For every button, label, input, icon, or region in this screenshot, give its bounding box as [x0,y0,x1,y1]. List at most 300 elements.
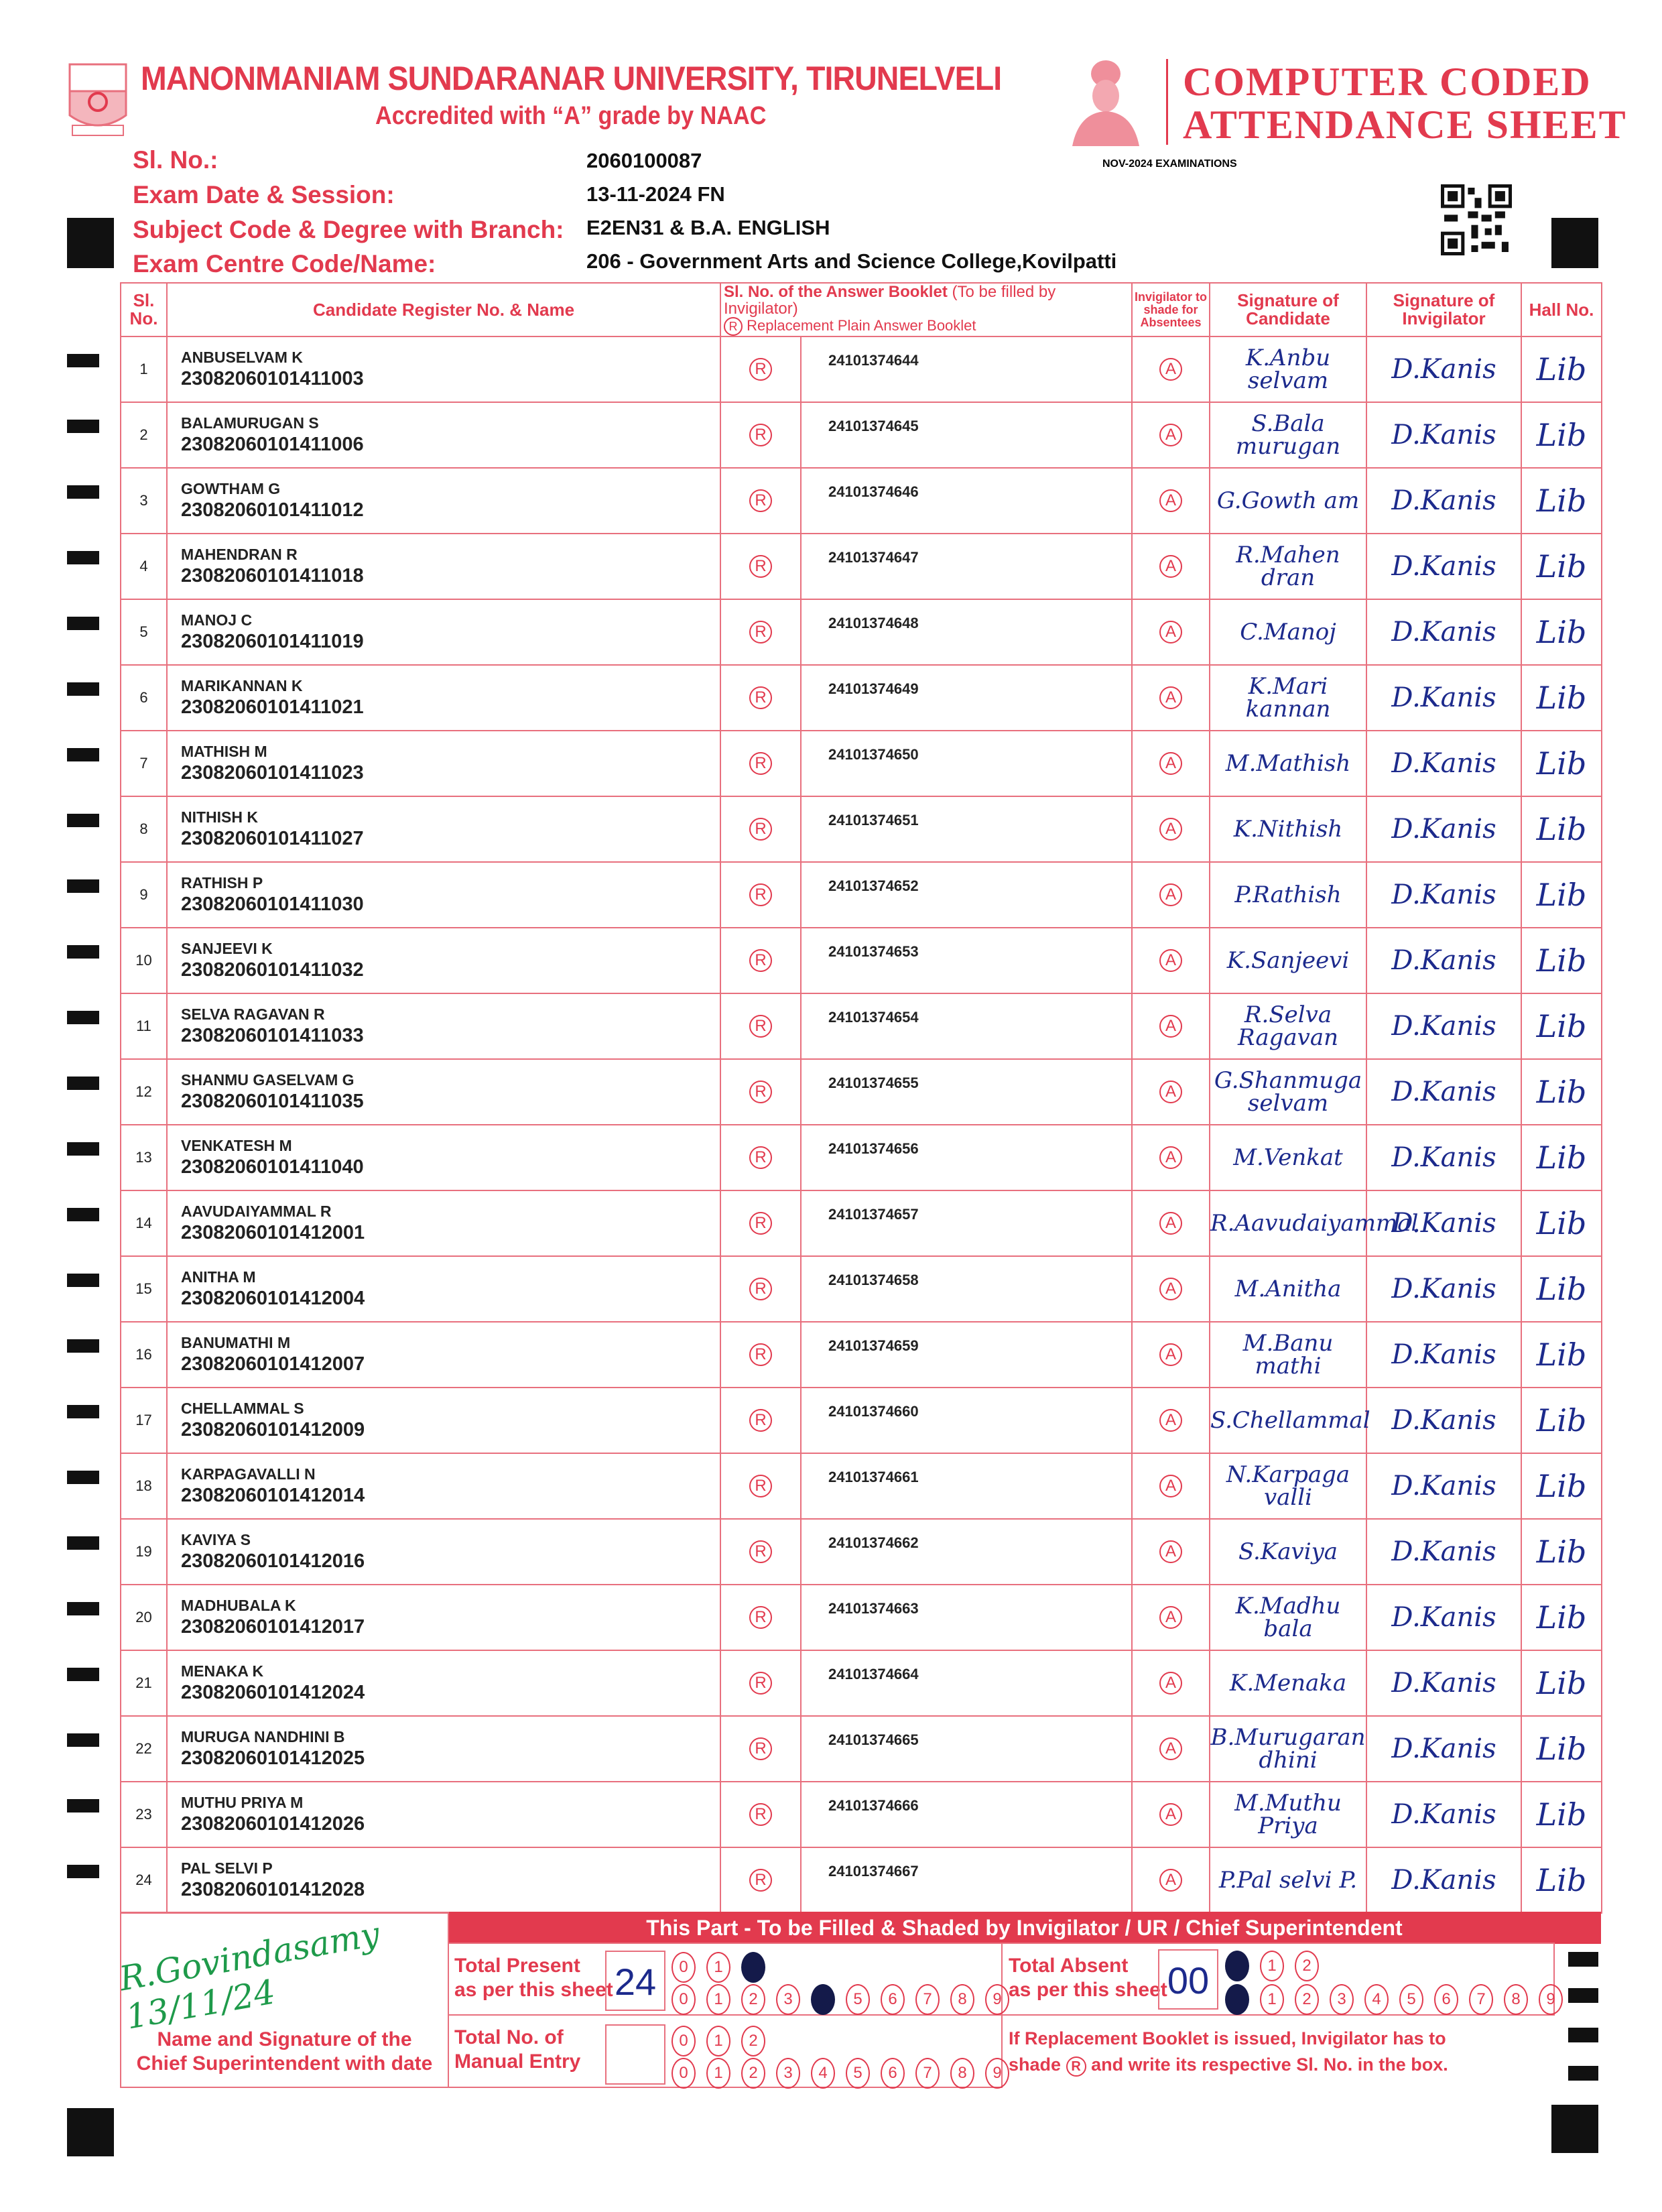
replacement-bubble[interactable]: R [749,1869,772,1892]
booklet-number[interactable]: 24101374650 [801,731,1132,796]
hall-number[interactable]: Lib [1521,993,1602,1059]
absent-bubble[interactable]: A [1159,818,1182,841]
invigilator-signature[interactable]: D.Kanis [1366,1059,1521,1125]
booklet-number[interactable]: 24101374654 [801,993,1132,1059]
candidate-signature[interactable]: M.Venkat [1210,1125,1366,1190]
digit-bubble[interactable]: 6 [881,1984,905,2015]
absent-bubble[interactable]: A [1159,424,1182,446]
candidate-name: MAHENDRAN R [181,546,298,564]
hall-number[interactable]: Lib [1521,336,1602,402]
absent-bubble[interactable]: A [1159,1146,1182,1169]
register-number: 23082060101411040 [181,1156,364,1178]
digit-bubble[interactable]: 2 [741,1984,765,2015]
chief-superintendent-signature[interactable]: R.Govindasamy 13/11/24 [116,1914,383,2037]
invigilator-signature[interactable]: D.Kanis [1366,862,1521,928]
digit-bubble[interactable]: 1 [1260,1951,1284,1981]
register-number: 23082060101411023 [181,762,364,784]
centre-label: Exam Centre Code/Name: [133,250,436,278]
candidate-cell [167,1125,720,1190]
digit-bubble[interactable]: 3 [776,2058,800,2089]
replacement-bubble[interactable]: R [749,1212,772,1235]
table-row [121,796,1602,862]
table-row [121,993,1602,1059]
digit-bubble[interactable]: 3 [776,1984,800,2015]
row-sl: 23 [121,1782,167,1847]
hall-number[interactable]: Lib [1521,1519,1602,1585]
row-sl: 3 [121,468,167,534]
candidate-cell [167,1585,720,1650]
candidate-signature[interactable]: R.Aavudaiyammal [1210,1190,1366,1256]
hall-number[interactable]: Lib [1521,1650,1602,1716]
digit-bubble[interactable]: 4 [1364,1984,1389,2015]
registration-mark [1551,2105,1598,2153]
replacement-bubble[interactable]: R [749,949,772,972]
hall-number[interactable]: Lib [1521,665,1602,731]
row-sl: 11 [121,993,167,1059]
candidate-signature[interactable]: M.Banu mathi [1210,1322,1366,1388]
invigilator-signature[interactable]: D.Kanis [1366,1519,1521,1585]
candidate-name: SELVA RAGAVAN R [181,1005,325,1024]
register-number: 23082060101411018 [181,565,364,587]
timing-mark [67,1208,99,1221]
hall-number[interactable]: Lib [1521,1190,1602,1256]
absent-bubble[interactable]: A [1159,555,1182,578]
absent-bubble[interactable]: A [1159,1081,1182,1103]
university-name: MANONMANIAM SUNDARANAR UNIVERSITY, TIRUNELVELI [141,60,1002,97]
col-sl: Sl. No. [121,283,167,336]
booklet-number[interactable]: 24101374661 [801,1453,1132,1519]
booklet-number[interactable]: 24101374652 [801,862,1132,928]
candidate-cell [167,1716,720,1782]
timing-mark [1568,2028,1598,2042]
total-absent-value[interactable]: 00 [1158,1949,1218,2010]
hall-number[interactable]: Lib [1521,796,1602,862]
booklet-number[interactable]: 24101374657 [801,1190,1132,1256]
digit-bubble[interactable]: 5 [846,2058,870,2089]
candidate-name: NITHISH K [181,808,258,826]
table-row [121,1190,1602,1256]
digit-bubble[interactable]: 0 [672,1952,696,1983]
register-number: 23082060101411030 [181,894,364,916]
absent-bubble[interactable]: A [1159,883,1182,906]
booklet-number[interactable]: 24101374659 [801,1322,1132,1388]
table-row [121,1322,1602,1388]
date-value: 13-11-2024 FN [586,182,725,206]
booklet-number[interactable]: 24101374653 [801,928,1132,993]
manual-units-bubbles [672,2058,1009,2089]
invigilator-signature[interactable]: D.Kanis [1366,1190,1521,1256]
absent-bubble[interactable]: A [1159,1475,1182,1497]
absent-bubble[interactable]: A [1159,1803,1182,1826]
invigilator-signature[interactable]: D.Kanis [1366,731,1521,796]
register-number: 23082060101411033 [181,1025,364,1047]
replacement-bubble[interactable]: R [749,1606,772,1629]
manual-entry-value[interactable] [605,2024,665,2085]
replacement-bubble[interactable]: R [749,818,772,841]
register-number: 23082060101412016 [181,1550,365,1573]
invigilator-signature[interactable]: D.Kanis [1366,1125,1521,1190]
absent-units-bubbles [1225,1984,1563,2015]
absent-bubble[interactable]: A [1159,1869,1182,1892]
digit-bubble[interactable]: 2 [1295,1984,1319,2015]
candidate-signature[interactable]: P.Pal selvi P. [1210,1847,1366,1913]
total-present-value[interactable]: 24 [605,1951,665,2011]
candidate-cell [167,1782,720,1847]
candidate-signature[interactable]: K.Menaka [1210,1650,1366,1716]
candidate-cell [167,468,720,534]
candidate-signature[interactable]: K.Nithish [1210,796,1366,862]
candidate-name: GOWTHAM G [181,480,281,498]
replacement-bubble[interactable]: R [749,883,772,906]
hall-number[interactable]: Lib [1521,1782,1602,1847]
manual-entry-label: Total No. of Manual Entry [454,2026,581,2073]
digit-bubble[interactable]: 9 [985,1984,1009,2015]
replacement-bubble[interactable]: R [749,1343,772,1366]
timing-mark [67,1011,99,1024]
table-row [121,862,1602,928]
hall-number[interactable]: Lib [1521,1256,1602,1322]
candidate-signature[interactable]: K.Mari kannan [1210,665,1366,731]
timing-mark [67,814,99,827]
booklet-number[interactable]: 24101374649 [801,665,1132,731]
digit-bubble[interactable]: 2 [741,2058,765,2089]
invigilator-signature[interactable]: D.Kanis [1366,928,1521,993]
invigilator-signature[interactable]: D.Kanis [1366,402,1521,468]
hall-number[interactable]: Lib [1521,1453,1602,1519]
candidate-cell [167,1650,720,1716]
candidate-cell [167,1519,720,1585]
absent-bubble[interactable]: A [1159,621,1182,643]
register-number: 23082060101411027 [181,828,364,850]
candidate-name: VENKATESH M [181,1137,292,1155]
hall-number[interactable]: Lib [1521,862,1602,928]
absent-bubble[interactable]: A [1159,489,1182,512]
invigilator-signature[interactable]: D.Kanis [1366,1453,1521,1519]
timing-mark [67,354,99,367]
row-sl: 22 [121,1716,167,1782]
invigilator-signature[interactable]: D.Kanis [1366,468,1521,534]
hall-number[interactable]: Lib [1521,1322,1602,1388]
absent-bubble[interactable]: A [1159,1409,1182,1432]
digit-bubble[interactable] [811,1984,835,2015]
candidate-name: MADHUBALA K [181,1597,296,1615]
candidate-cell [167,1256,720,1322]
digit-bubble[interactable]: 1 [1260,1984,1284,2015]
absent-bubble[interactable]: A [1159,949,1182,972]
candidate-signature[interactable]: P.Rathish [1210,862,1366,928]
absent-bubble[interactable]: A [1159,1672,1182,1695]
digit-bubble[interactable] [1225,1984,1249,2015]
timing-mark [67,1405,99,1418]
candidate-signature[interactable]: M.Anitha [1210,1256,1366,1322]
booklet-number[interactable]: 24101374666 [801,1782,1132,1847]
col-sig-candidate: Signature of Candidate [1210,283,1366,336]
row-sl: 1 [121,336,167,402]
absent-bubble[interactable]: A [1159,1015,1182,1038]
col-absentee: Invigilator to shade for Absentees [1132,283,1210,336]
candidate-signature[interactable]: K.Anbu selvam [1210,336,1366,402]
absent-bubble[interactable]: A [1159,752,1182,775]
digit-bubble[interactable]: 5 [1399,1984,1423,2015]
replacement-bubble[interactable]: R [749,1475,772,1497]
timing-mark [67,1668,99,1681]
replacement-bubble[interactable]: R [749,424,772,446]
invigilator-signature[interactable]: D.Kanis [1366,1650,1521,1716]
candidate-name: MANOJ C [181,611,253,629]
booklet-number[interactable]: 24101374665 [801,1716,1132,1782]
absent-bubble[interactable]: A [1159,1737,1182,1760]
replacement-bubble[interactable]: R [749,1015,772,1038]
row-sl: 9 [121,862,167,928]
candidate-signature[interactable]: N.Karpaga valli [1210,1453,1366,1519]
digit-bubble[interactable]: 6 [1434,1984,1458,2015]
digit-bubble[interactable]: 9 [1539,1984,1563,2015]
sheet-title-line2: ATTENDANCE SHEET [1183,103,1627,147]
replacement-bubble[interactable]: R [749,555,772,578]
candidate-signature[interactable]: G.Shanmuga selvam [1210,1059,1366,1125]
digit-bubble[interactable]: 8 [1504,1984,1528,2015]
absent-bubble[interactable]: A [1159,1606,1182,1629]
hall-number[interactable]: Lib [1521,468,1602,534]
table-row [121,468,1602,534]
invigilator-signature[interactable]: D.Kanis [1366,534,1521,599]
timing-mark [67,1733,99,1747]
booklet-number[interactable]: 24101374645 [801,402,1132,468]
register-number: 23082060101412026 [181,1813,365,1835]
digit-bubble[interactable]: 6 [881,2058,905,2089]
row-sl: 7 [121,731,167,796]
present-units-bubbles [672,1984,1009,2015]
absent-bubble[interactable]: A [1159,1212,1182,1235]
booklet-number[interactable]: 24101374646 [801,468,1132,534]
invigilator-signature[interactable]: D.Kanis [1366,1585,1521,1650]
booklet-number[interactable]: 24101374647 [801,534,1132,599]
candidate-name: ANBUSELVAM K [181,349,303,367]
register-number: 23082060101412007 [181,1353,365,1375]
digit-bubble[interactable]: 1 [706,1984,730,2015]
row-sl: 6 [121,665,167,731]
candidate-cell [167,1059,720,1125]
booklet-number[interactable]: 24101374656 [801,1125,1132,1190]
replacement-bubble[interactable]: R [749,1737,772,1760]
invigilator-signature[interactable]: D.Kanis [1366,993,1521,1059]
candidate-signature[interactable]: C.Manoj [1210,599,1366,665]
table-row [121,534,1602,599]
digit-bubble[interactable]: 2 [741,2026,765,2056]
booklet-number[interactable]: 24101374655 [801,1059,1132,1125]
candidate-name: KARPAGAVALLI N [181,1465,316,1483]
row-sl: 2 [121,402,167,468]
digit-bubble[interactable]: 1 [706,2026,730,2056]
col-candidate: Candidate Register No. & Name [167,283,720,336]
digit-bubble[interactable]: 0 [672,2058,696,2089]
candidate-name: KAVIYA S [181,1531,251,1549]
candidate-signature[interactable]: R.Selva Ragavan [1210,993,1366,1059]
table-row [121,1650,1602,1716]
register-number: 23082060101412024 [181,1682,365,1704]
hall-number[interactable]: Lib [1521,731,1602,796]
digit-bubble[interactable]: 8 [950,2058,974,2089]
exam-label: NOV-2024 EXAMINATIONS [1102,158,1237,170]
candidate-signature[interactable]: B.Murugaran dhini [1210,1716,1366,1782]
hall-number[interactable]: Lib [1521,1125,1602,1190]
digit-bubble[interactable]: 8 [950,1984,974,2015]
row-sl: 20 [121,1585,167,1650]
timing-mark [67,1536,99,1550]
invigilator-signature[interactable]: D.Kanis [1366,665,1521,731]
candidate-name: MENAKA K [181,1662,264,1680]
replacement-bubble[interactable]: R [749,358,772,381]
invigilator-signature[interactable]: D.Kanis [1366,796,1521,862]
invigilator-signature[interactable]: D.Kanis [1366,1716,1521,1782]
replacement-bubble[interactable]: R [749,1672,772,1695]
replacement-bubble[interactable]: R [749,1146,772,1169]
replacement-bubble[interactable]: R [749,1540,772,1563]
booklet-number[interactable]: 24101374651 [801,796,1132,862]
timing-mark [67,420,99,433]
absent-bubble[interactable]: A [1159,686,1182,709]
digit-bubble[interactable]: 9 [985,2058,1009,2089]
table-row [121,928,1602,993]
replacement-bubble[interactable]: R [749,1803,772,1826]
replacement-bubble[interactable]: R [749,1081,772,1103]
row-sl: 14 [121,1190,167,1256]
table-row [121,1388,1602,1453]
digit-bubble[interactable]: 5 [846,1984,870,2015]
candidate-signature[interactable]: K.Sanjeevi [1210,928,1366,993]
invigilator-signature[interactable]: D.Kanis [1366,1847,1521,1913]
replacement-bubble[interactable]: R [749,1278,772,1300]
row-sl: 16 [121,1322,167,1388]
invigilator-signature[interactable]: D.Kanis [1366,1256,1521,1322]
booklet-number[interactable]: 24101374662 [801,1519,1132,1585]
booklet-number[interactable]: 24101374663 [801,1585,1132,1650]
booklet-number[interactable]: 24101374667 [801,1847,1132,1913]
row-sl: 4 [121,534,167,599]
booklet-number[interactable]: 24101374664 [801,1650,1132,1716]
present-tens-bubbles [672,1952,765,1983]
candidate-cell [167,665,720,731]
candidate-cell [167,599,720,665]
hall-number[interactable]: Lib [1521,599,1602,665]
row-sl: 15 [121,1256,167,1322]
total-present-label: Total Present as per this sheet [454,1955,613,2001]
digit-bubble[interactable]: 7 [915,2058,940,2089]
hall-number[interactable]: Lib [1521,534,1602,599]
candidate-signature[interactable]: S.Bala murugan [1210,402,1366,468]
table-row [121,1453,1602,1519]
digit-bubble[interactable]: 1 [706,1952,730,1983]
candidate-cell [167,402,720,468]
replacement-note: If Replacement Booklet is issued, Invigilator has to shade R and write its respective Sl. No. in the box. [1009,2026,1448,2078]
absent-tens-bubbles [1225,1951,1319,1981]
candidate-signature[interactable]: G.Gowth am [1210,468,1366,534]
absent-bubble[interactable]: A [1159,1278,1182,1300]
candidate-name: MARIKANNAN K [181,677,303,695]
row-sl: 19 [121,1519,167,1585]
invigilator-signature[interactable]: D.Kanis [1366,599,1521,665]
replacement-bubble[interactable]: R [749,1409,772,1432]
digit-bubble[interactable]: 0 [672,2026,696,2056]
hall-number[interactable]: Lib [1521,1059,1602,1125]
digit-bubble[interactable]: 7 [915,1984,940,2015]
candidate-signature[interactable]: K.Madhu bala [1210,1585,1366,1650]
booklet-number[interactable]: 24101374660 [801,1388,1132,1453]
booklet-number[interactable]: 24101374648 [801,599,1132,665]
sheet-title-line1: COMPUTER CODED [1183,60,1592,104]
candidate-signature[interactable]: S.Chellammal [1210,1388,1366,1453]
register-number: 23082060101411021 [181,696,364,719]
digit-bubble[interactable]: 3 [1330,1984,1354,2015]
row-sl: 17 [121,1388,167,1453]
register-number: 23082060101411035 [181,1091,364,1113]
table-row [121,1125,1602,1190]
founder-portrait [1066,59,1146,146]
registration-mark [67,2108,114,2156]
digit-bubble[interactable]: 2 [1295,1951,1319,1981]
digit-bubble[interactable]: 1 [706,2058,730,2089]
hall-number[interactable]: Lib [1521,1585,1602,1650]
candidate-signature[interactable]: S.Kaviya [1210,1519,1366,1585]
replacement-bubble[interactable]: R [749,489,772,512]
timing-mark [1568,1952,1598,1967]
invigilator-signature[interactable]: D.Kanis [1366,1322,1521,1388]
digit-bubble[interactable]: 4 [811,2058,835,2089]
centre-value: 206 - Government Arts and Science College,Kovilpatti [586,249,1117,273]
row-sl: 21 [121,1650,167,1716]
date-label: Exam Date & Session: [133,181,395,208]
candidate-name: BANUMATHI M [181,1334,291,1352]
attendance-table [120,282,1602,1914]
register-number: 23082060101411006 [181,434,364,456]
digit-bubble[interactable] [741,1952,765,1983]
digit-bubble[interactable]: 0 [672,1984,696,2015]
hall-number[interactable]: Lib [1521,1388,1602,1453]
invigilator-signature[interactable]: D.Kanis [1366,336,1521,402]
booklet-number[interactable]: 24101374644 [801,336,1132,402]
absent-bubble[interactable]: A [1159,358,1182,381]
digit-bubble[interactable]: 7 [1469,1984,1493,2015]
register-number: 23082060101411032 [181,959,364,981]
candidate-cell [167,796,720,862]
hall-number[interactable]: Lib [1521,1716,1602,1782]
replacement-bubble[interactable]: R [749,621,772,643]
register-number: 23082060101411019 [181,631,364,653]
booklet-number[interactable]: 24101374658 [801,1256,1132,1322]
replacement-bubble[interactable]: R [749,752,772,775]
invigilator-signature[interactable]: D.Kanis [1366,1388,1521,1453]
invigilator-signature[interactable]: D.Kanis [1366,1782,1521,1847]
candidate-signature[interactable]: R.Mahen dran [1210,534,1366,599]
digit-bubble[interactable] [1225,1951,1249,1981]
candidate-name: AAVUDAIYAMMAL R [181,1203,332,1221]
candidate-name: PAL SELVI P [181,1859,273,1878]
hall-number[interactable]: Lib [1521,1847,1602,1913]
manual-tens-bubbles [672,2026,765,2056]
hall-number[interactable]: Lib [1521,928,1602,993]
row-sl: 13 [121,1125,167,1190]
candidate-signature[interactable]: M.Muthu Priya [1210,1782,1366,1847]
replacement-bubble[interactable]: R [749,686,772,709]
absent-bubble[interactable]: A [1159,1343,1182,1366]
hall-number[interactable]: Lib [1521,402,1602,468]
absent-bubble[interactable]: A [1159,1540,1182,1563]
table-row [121,336,1602,402]
candidate-signature[interactable]: M.Mathish [1210,731,1366,796]
table-row [121,1782,1602,1847]
timing-mark [67,485,99,499]
row-sl: 10 [121,928,167,993]
